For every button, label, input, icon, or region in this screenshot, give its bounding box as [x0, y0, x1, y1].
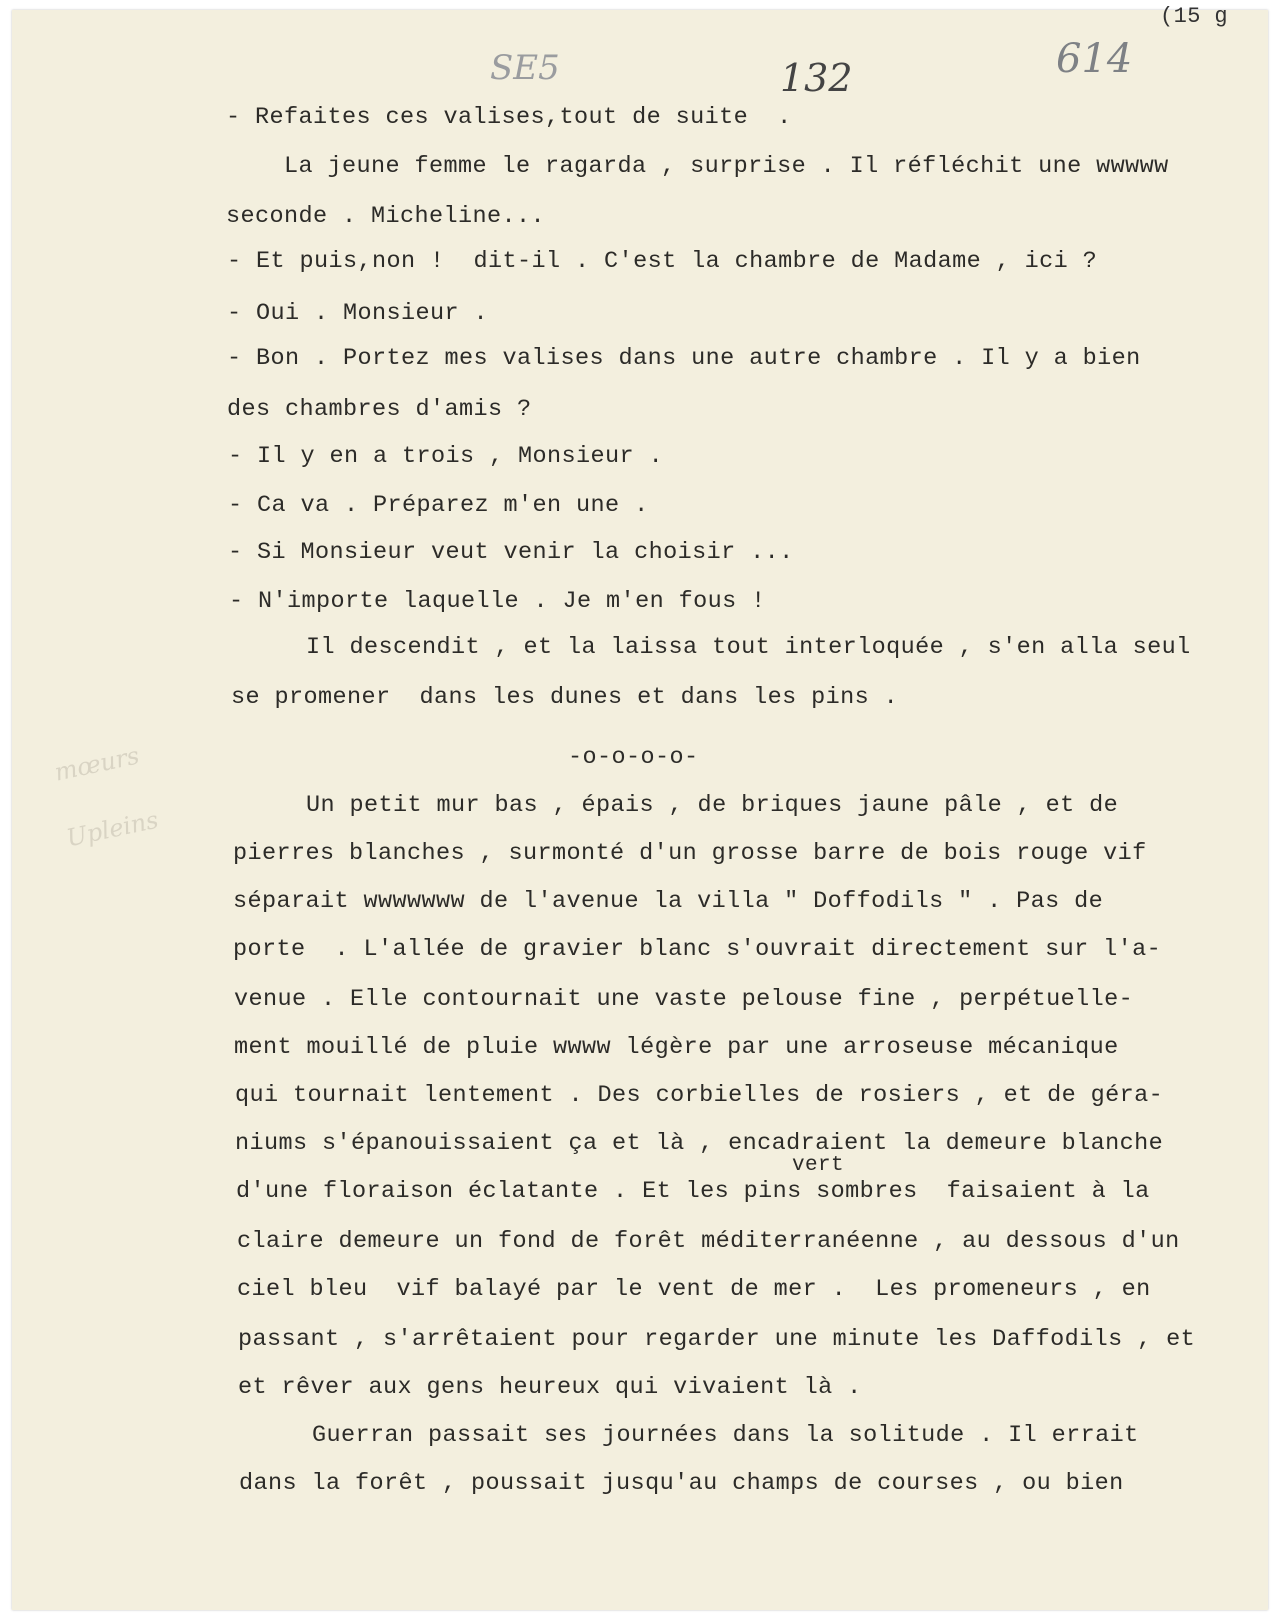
text-line: Un petit mur bas , épais , de briques jaune pâle , et de: [306, 792, 1119, 819]
page-number: 132: [780, 56, 853, 100]
text-line: ment mouillé de pluie wwww légère par une arroseuse mécanique: [234, 1034, 1119, 1061]
marginal-note: mœurs: [52, 741, 142, 787]
text-line: claire demeure un fond de forêt méditerranéenne , au dessous d'un: [237, 1228, 1180, 1255]
text-line: séparait wwwwwww de l'avenue la villa " Doffodils " . Pas de: [233, 888, 1104, 915]
text-line: - Il y en a trois , Monsieur .: [228, 443, 664, 470]
section-separator: -o-o-o-o-: [568, 744, 699, 771]
text-line: La jeune femme le ragarda , surprise . Il réfléchit une wwwww: [284, 153, 1169, 180]
text-line: Il descendit , et la laissa tout interloquée , s'en alla seul: [306, 634, 1191, 661]
text-line: - Refaites ces valises,tout de suite .: [226, 104, 792, 131]
text-line: passant , s'arrêtaient pour regarder une minute les Daffodils , et: [238, 1326, 1196, 1353]
folio-number: 614: [1056, 36, 1133, 82]
text-line: pierres blanches , surmonté d'un grosse barre de bois rouge vif: [233, 840, 1147, 867]
text-line: niums s'épanouissaient ça et là , encadraient la demeure blanche: [235, 1130, 1164, 1157]
corner-mark: (15 g: [1160, 4, 1229, 29]
interlinear-correction: vert: [792, 1154, 845, 1177]
text-line: - Oui . Monsieur .: [227, 300, 489, 327]
text-line: dans la forêt , poussait jusqu'au champs de courses , ou bien: [239, 1470, 1124, 1497]
typewritten-page: [12, 4, 1268, 1610]
text-line: - Ca va . Préparez m'en une .: [228, 492, 649, 519]
text-line: seconde . Micheline...: [226, 203, 546, 230]
text-line: - N'importe laquelle . Je m'en fous !: [229, 588, 766, 615]
text-line: - Bon . Portez mes valises dans une autre chambre . Il y a bien: [227, 345, 1141, 372]
text-line: se promener dans les dunes et dans les pins .: [231, 684, 899, 711]
text-line: - Et puis,non ! dit-il . C'est la chambre de Madame , ici ?: [227, 248, 1098, 275]
text-line: Guerran passait ses journées dans la solitude . Il errait: [312, 1422, 1139, 1449]
text-line: porte . L'allée de gravier blanc s'ouvrait directement sur l'a-: [233, 936, 1162, 963]
marginal-note: Upleins: [64, 805, 161, 853]
text-line: des chambres d'amis ?: [227, 396, 532, 423]
text-line: et rêver aux gens heureux qui vivaient là .: [238, 1374, 862, 1401]
text-line: venue . Elle contournait une vaste pelouse fine , perpétuelle-: [234, 986, 1134, 1013]
text-line: ciel bleu vif balayé par le vent de mer . Les promeneurs , en: [237, 1276, 1151, 1303]
text-line: - Si Monsieur veut venir la choisir ...: [228, 539, 794, 566]
text-line: qui tournait lentement . Des corbielles de rosiers , et de géra-: [235, 1082, 1164, 1109]
pencil-mark: SE5: [490, 48, 560, 88]
text-line: d'une floraison éclatante . Et les pins sombres faisaient à la: [236, 1178, 1150, 1205]
